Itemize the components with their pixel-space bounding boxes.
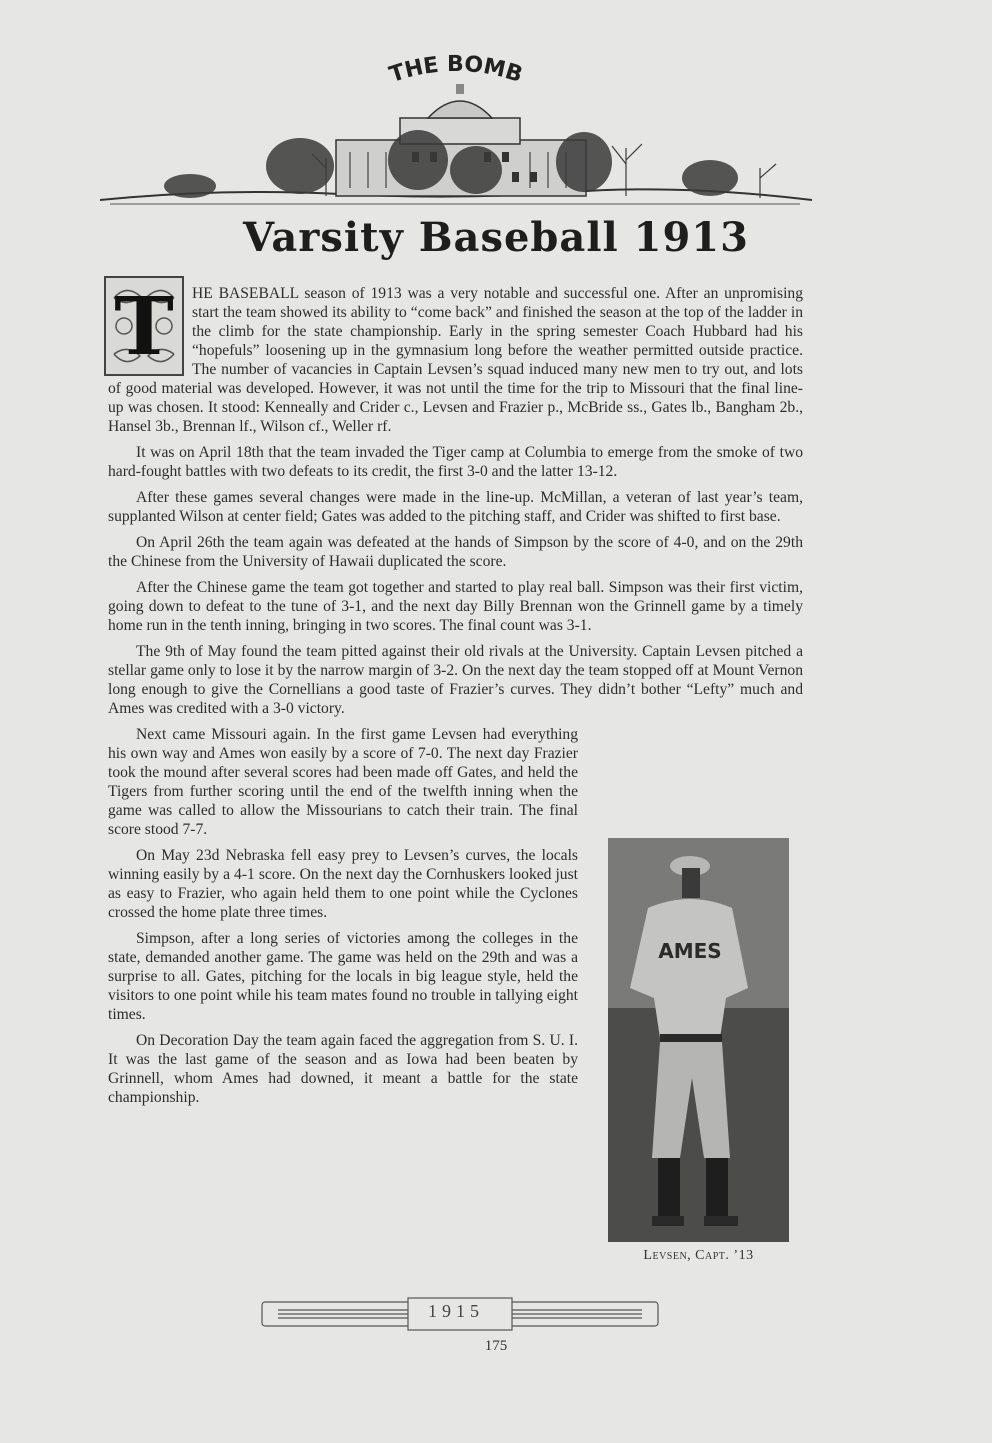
paragraph: Next came Missouri again. In the first game Levsen had everything his own way and Ames won easily by a score of 7-0. The next day Frazier took the mound after several scores had been made off Gates, and held the Tigers from further scoring until the end of the twelfth inning when the game was called to allow the Missourians to catch their train. The final score stood 7-7. bbox=[108, 726, 578, 838]
drop-cap bbox=[104, 276, 184, 376]
page-number: 175 bbox=[484, 1338, 508, 1354]
drop-cap-letter: T bbox=[114, 279, 174, 373]
banner-text: THE BOMB bbox=[386, 51, 526, 89]
page-title: Varsity Baseball 1913 bbox=[243, 214, 749, 261]
campus-illustration bbox=[100, 48, 812, 218]
paragraph: On Decoration Day the team again faced the aggregation from S. U. I. It was the last game of the season and as Iowa had been beaten by Grinnell, whom Ames had downed, it meant a battle for the state championship. bbox=[108, 1032, 578, 1106]
paragraph: On May 23d Nebraska fell easy prey to Levsen’s curves, the locals winning easily by a 4-1 score. On the next day the Cornhuskers looked just as easy to Frazier, who again held them to one point while the Cyclones crossed the home plate three times. bbox=[108, 847, 578, 921]
photo-caption: Levsen, Capt. ’13 bbox=[643, 1248, 754, 1263]
paragraph: Simpson, after a long series of victories among the colleges in the state, demanded another game. The game was held on the 29th and was a surprise to all. Gates, pitching for the locals in big league style, held the visitors to one point while his team mates found no trouble in tallying eight times. bbox=[108, 930, 578, 1023]
jersey-text: AMES bbox=[658, 939, 722, 963]
footer-year: 1915 bbox=[428, 1301, 484, 1321]
paragraph: On April 26th the team again was defeated at the hands of Simpson by the score of 4-0, and on the 29th the Chinese from the University of Hawaii duplicated the score. bbox=[108, 534, 803, 570]
paragraph: After the Chinese game the team got together and started to play real ball. Simpson was their first victim, going down to defeat to the tune of 3-1, and the next day Billy Brennan won the Grinnell game by a timely home run in the tenth inning, bringing in two scores. The final count was 3-1. bbox=[108, 579, 803, 634]
paragraph: HE BASEBALL season of 1913 was a very notable and successful one. After an unpromising start the team showed its ability to “come back” and finished the season at the top of the ladder in the climb for the state championship. Early in the spring semester Coach Hubbard had his “hopefuls” loosening up in the gymnasium long before the weather permitted outside practice. The number of vacancies in Captain Levsen’s squad induced many new men to try out, and lots of good material was developed. However, it was not until the time for the trip to Missouri that the final line-up was chosen. It stood: Kenneally and Crider c., Levsen and Frazier p., McBride ss., Gates lb., Bangham 2b., Hansel 3b., Brennan lf., Wilson cf., Weller rf. bbox=[108, 285, 803, 435]
paragraph: The 9th of May found the team pitted against their old rivals at the University. Captain Levsen pitched a stellar game only to lose it by the narrow margin of 3-2. On the next day the team stopped off at Mount Vernon long enough to give the Cornellians a good taste of Frazier’s curves. They didn’t bother “Lefty” much and Ames was credited with a 3-0 victory. bbox=[108, 643, 803, 717]
paragraph: After these games several changes were made in the line-up. McMillan, a veteran of last year’s team, supplanted Wilson at center field; Gates was added to the pitching staff, and Crider was shifted to first base. bbox=[108, 489, 803, 525]
narrow-column bbox=[108, 725, 578, 1107]
paragraph: It was on April 18th that the team invaded the Tiger camp at Columbia to emerge from the smoke of two hard-fought battles with two defeats to its credit, the first 3-0 and the latter 13-12. bbox=[108, 444, 803, 480]
article-body bbox=[108, 279, 803, 1114]
